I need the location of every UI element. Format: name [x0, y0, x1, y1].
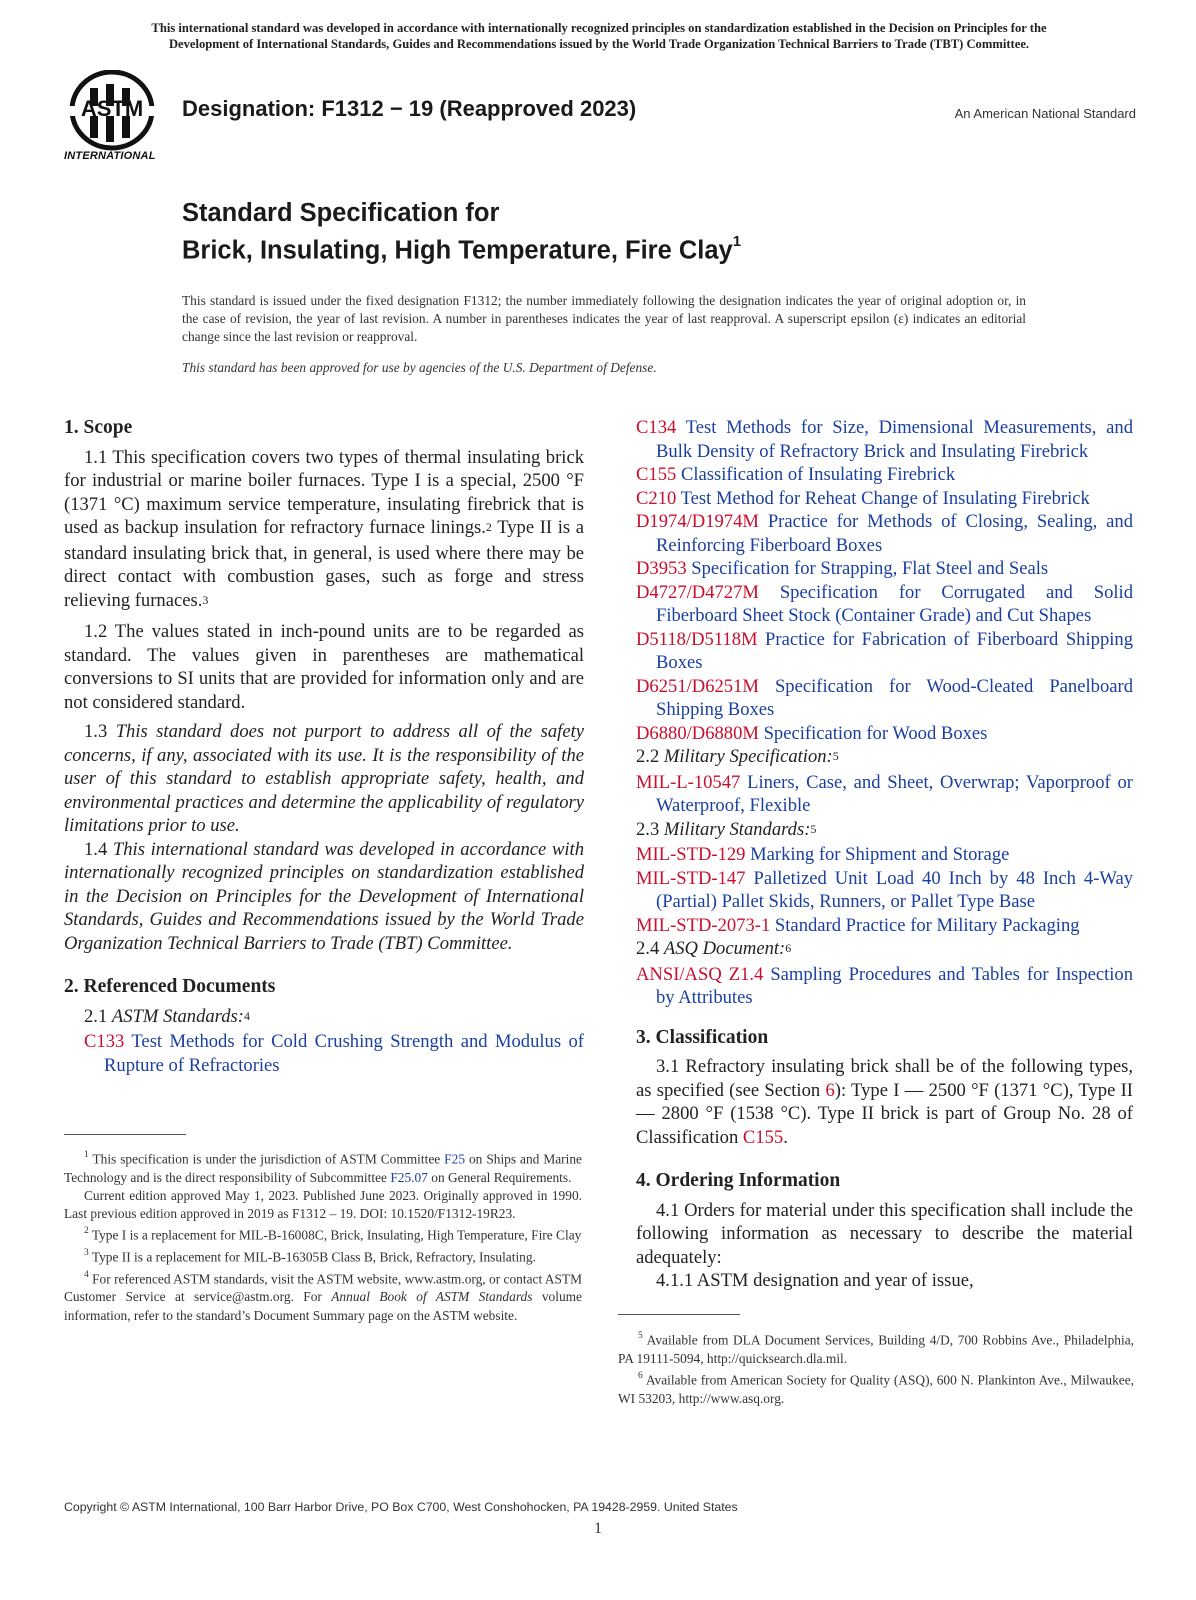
american-national-standard-label: An American National Standard — [954, 106, 1136, 121]
reference-item — [636, 463, 1133, 487]
reference-item — [636, 963, 1133, 1010]
notice-line-1: This international standard was developed in accordance with internationally recognized principles on standardization established in the Decision on Principles for the — [151, 21, 1047, 35]
reference-code-link[interactable]: C133 — [84, 1031, 125, 1052]
footnote-6: $^6$ Available from American Society for Quality (ASQ), 600 N. Plankinton Ave., Milwaukee, WI 53203, http://www.asq.org. — [618, 1370, 1134, 1406]
reference-code-link[interactable]: D6251/D6251M — [636, 675, 759, 697]
footnotes-left — [64, 1147, 582, 1325]
subsection-military-standards: 2.3 Military Standards:$^5$ — [636, 818, 817, 840]
paragraph-1-1: 1.1 This specification covers two types of thermal insulating brick for industrial or marine boiler furnaces. Type I is a special, 2500 °F (1371 °C) maximum service temperature, insulating firebrick that is used as backup insulation for refractory furnace linings.$^2$ Type II is a standard insulating brick that, in general, is used where there may be direct contact with combustion gases, such as forge and stress relieving furnaces.$^3$ — [64, 446, 585, 611]
reference-title-link[interactable]: Test Methods for Size, Dimensional Measurements, and Bulk Density of Refractory Brick and Insulating Firebrick — [656, 417, 1133, 462]
reference-item — [636, 914, 1133, 938]
issuance-statement: This standard is issued under the fixed designation F1312; the number immediately following the designation indicates the year of original adoption or, in the case of revision, the year of last revision. A number in parentheses indicates the year of last reapproval. A superscript epsilon (ε) indicates an editorial change since the last revision or reapproval. — [182, 293, 1026, 344]
wto-tbt-notice — [64, 20, 1134, 52]
section-heading-ordering-information: 4. Ordering Information — [636, 1170, 841, 1191]
footnote-divider — [618, 1314, 740, 1315]
reference-title-link[interactable]: Test Method for Reheat Change of Insulating Firebrick — [676, 487, 1090, 509]
paragraph-4-1-1: 4.1.1 ASTM designation and year of issue, — [656, 1270, 974, 1291]
reference-title-link[interactable]: Liners, Case, and Sheet, Overwrap; Vaporproof or Waterproof, Flexible — [656, 771, 1133, 816]
reference-code-link[interactable]: D4727/D4727M — [636, 581, 759, 603]
page-number: 1 — [594, 1520, 602, 1537]
footnote-4: $^4$ For referenced ASTM standards, visit the ASTM website, www.astm.org, or contact ASTM Customer Service at service@astm.org. For Annual Book of ASTM Standards volume information, refer to the standard’s Document Summary page on the ASTM website. — [64, 1269, 583, 1323]
reference-code-link[interactable]: MIL-L-10547 — [636, 771, 741, 793]
reference-code-link[interactable]: ANSI/ASQ Z1.4 — [636, 963, 764, 985]
reference-item — [636, 843, 1133, 867]
subsection-astm-standards: 2.1 ASTM Standards:$^4$ — [84, 1005, 250, 1027]
subsection-asq-document: 2.4 ASQ Document:$^6$ — [636, 938, 792, 959]
footnote-ref[interactable]: 5 — [832, 749, 839, 763]
reference-code-link[interactable]: C134 — [636, 417, 677, 438]
reference-item — [636, 487, 1133, 511]
footnote-5: $^5$ Available from DLA Document Services, Building 4/D, 700 Robbins Ave., Philadelphia, PA 19111-5094, http://quicksearch.dla.mil. — [618, 1331, 1134, 1366]
astm-reference-list — [636, 416, 1133, 745]
footnote-1: $^1$ This specification is under the jurisdiction of ASTM Committee F25 on Ships and Marine Technology and is the direct responsibility of Subcommittee F25.07 on General Requirements. — [64, 1150, 582, 1185]
left-column — [64, 416, 584, 1077]
footnote-divider — [64, 1134, 186, 1135]
reference-title-link[interactable]: Practice for Methods of Closing, Sealing, and Reinforcing Fiberboard Boxes — [656, 511, 1133, 556]
title-line-2: Brick, Insulating, High Temperature, Fire Clay$^1$ — [182, 233, 742, 265]
section-heading-scope: 1. Scope — [64, 417, 133, 438]
reference-code-link[interactable]: MIL-STD-129 — [636, 844, 746, 865]
footnote-ref[interactable]: 2 — [485, 520, 492, 534]
title-line-1: Standard Specification for — [182, 199, 500, 227]
document-title — [182, 198, 741, 267]
subcommittee-link[interactable]: F25.07 — [390, 1169, 428, 1185]
subsection-military-specification: 2.2 Military Specification:$^5$ — [636, 746, 839, 767]
reference-code-link[interactable]: D3953 — [636, 558, 687, 579]
footnote-2: $^2$ Type I is a replacement for MIL-B-16008C, Brick, Insulating, High Temperature, Fire Clay — [84, 1226, 582, 1243]
reference-code-link[interactable]: C210 — [636, 487, 677, 509]
paragraph-3-1: 3.1 Refractory insulating brick shall be of the following types, as specified (see Section 6): Type I — 2500 °F (1371 °C), Type II — 2800 °F (1538 °C). Type II brick is part of Group No. 28 of Classification C155. — [636, 1056, 1133, 1148]
reference-c133 — [64, 1030, 584, 1077]
paragraph-1-3: 1.3 This standard does not purport to address all of the safety concerns, if any, associated with its use. It is the responsibility of the user of this standard to establish appropriate safety, health, and environmental practices and determine the applicability of regulatory limitations prior to use. — [64, 721, 584, 836]
reference-title-link[interactable]: Classification of Insulating Firebrick — [676, 464, 956, 485]
reference-code-link[interactable]: MIL-STD-2073-1 — [636, 914, 771, 936]
reference-title-link[interactable]: Marking for Shipment and Storage — [745, 844, 1010, 865]
paragraph-4-1: 4.1 Orders for material under this specification shall include the following information as necessary to describe the material adequately: — [636, 1199, 1133, 1268]
reference-title-link[interactable]: Palletized Unit Load 40 Inch by 48 Inch 4-Way (Partial) Pallet Skids, Runners, or Pallet Type Base — [656, 867, 1133, 912]
reference-code-link[interactable]: D1974/D1974M — [636, 511, 759, 532]
footnote-3: $^3$ Type II is a replacement for MIL-B-16305B Class B, Brick, Refractory, Insulating. — [84, 1247, 536, 1265]
reference-title-link[interactable]: Specification for Wood Boxes — [758, 722, 988, 744]
logo-international-label: INTERNATIONAL — [64, 150, 156, 162]
reference-title-link[interactable]: Standard Practice for Military Packaging — [770, 914, 1080, 936]
reference-code-link[interactable]: D5118/D5118M — [636, 628, 758, 650]
footnote-ref[interactable]: 6 — [785, 941, 792, 955]
reference-item — [636, 416, 1133, 463]
section-link[interactable]: 6 — [825, 1079, 835, 1101]
dod-approval-statement: This standard has been approved for use by agencies of the U.S. Department of Defense. — [182, 360, 657, 375]
reference-title-link[interactable]: Test Methods for Cold Crushing Strength and Modulus of Rupture of Refractories — [104, 1031, 584, 1076]
reference-item — [636, 771, 1133, 818]
committee-link[interactable]: F25 — [444, 1151, 466, 1167]
logo-text: ASTM — [80, 96, 144, 121]
reference-title-link[interactable]: Sampling Procedures and Tables for Inspection by Attributes — [656, 963, 1134, 1008]
footnote-ref[interactable]: 3 — [202, 592, 209, 607]
reference-item — [636, 628, 1133, 675]
right-column — [636, 416, 1133, 1293]
reference-code-link[interactable]: D6880/D6880M — [636, 722, 759, 744]
reference-item — [636, 722, 1133, 746]
footnote-ref[interactable]: 5 — [810, 821, 817, 836]
classification-link-c155[interactable]: C155 — [742, 1126, 784, 1148]
reference-code-link[interactable]: C155 — [636, 464, 677, 485]
reference-title-link[interactable]: Specification for Corrugated and Solid Fiberboard Sheet Stock (Container Grade) and Cut Shapes — [656, 581, 1133, 626]
section-heading-classification: 3. Classification — [636, 1026, 769, 1048]
paragraph-1-4: 1.4 This international standard was developed in accordance with internationally recognized principles on standardization established in the Decision on Principles for the Development of International Standards, Guides and Recommendations issued by the World Trade Organization Technical Barriers to Trade (TBT) Committee. — [64, 838, 585, 954]
reference-item — [636, 675, 1133, 722]
reference-code-link[interactable]: MIL-STD-147 — [636, 867, 746, 889]
reference-title-link[interactable]: Practice for Fabrication of Fiberboard Shipping Boxes — [656, 628, 1133, 673]
footnotes-right — [618, 1328, 1134, 1408]
notice-line-2: Development of International Standards, Guides and Recommendations issued by the World Trade Organization Technical Barriers to Trade (TBT) Committee. — [168, 37, 1030, 51]
reference-item — [636, 867, 1133, 914]
section-heading-referenced-documents: 2. Referenced Documents — [64, 976, 276, 997]
title-footnote-mark: 1 — [732, 233, 742, 250]
reference-item — [636, 557, 1133, 581]
reference-title-link[interactable]: Specification for Strapping, Flat Steel and Seals — [686, 558, 1049, 579]
footnote-1-approval: Current edition approved May 1, 2023. Published June 2023. Originally approved in 1990. Last previous edition approved in 2019 as F1312 – 19. DOI: 10.1520/F1312-19R23. — [64, 1187, 582, 1222]
footnote-ref[interactable]: 4 — [243, 1008, 250, 1023]
designation: Designation: F1312 − 19 (Reapproved 2023) — [182, 96, 637, 121]
copyright-notice: Copyright © ASTM International, 100 Barr Harbor Drive, PO Box C700, West Conshohocken, PA 19428-2959. United States — [64, 1500, 738, 1514]
reference-item — [636, 510, 1133, 557]
reference-item — [636, 581, 1133, 628]
reference-title-link[interactable]: Specification for Wood-Cleated Panelboard Shipping Boxes — [656, 675, 1133, 720]
paragraph-1-2: 1.2 The values stated in inch-pound units are to be regarded as standard. The values given in parentheses are mathematical conversions to SI units that are provided for information only and are not considered standard. — [64, 621, 584, 713]
